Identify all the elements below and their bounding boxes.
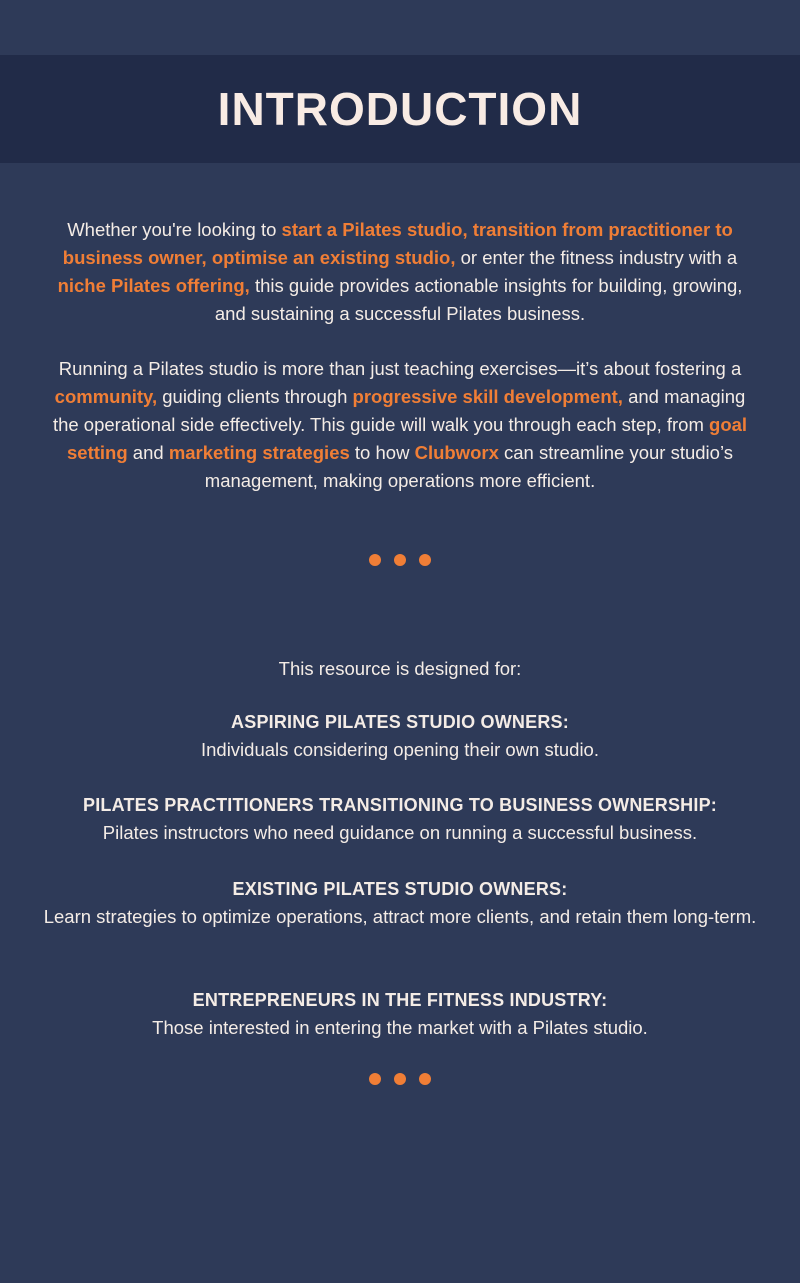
audience-title: EXISTING PILATES STUDIO OWNERS: bbox=[232, 879, 568, 899]
highlighted-text: start a Pilates studio, transition from practitioner to business owner, optimise an existing studio, bbox=[62, 219, 733, 268]
title-band bbox=[0, 55, 800, 163]
body-text: Running a Pilates studio is more than just teaching exercises—it’s about fostering a bbox=[58, 358, 742, 379]
dot-icon bbox=[394, 554, 406, 566]
highlighted-text: community, bbox=[54, 386, 158, 407]
audience-title: ASPIRING PILATES STUDIO OWNERS: bbox=[231, 712, 569, 732]
dots-divider-1 bbox=[0, 554, 800, 566]
audience-intro: This resource is designed for: bbox=[278, 658, 522, 679]
page-title: INTRODUCTION bbox=[217, 83, 583, 135]
dot-icon bbox=[419, 1073, 431, 1085]
audience-description: Pilates instructors who need guidance on running a successful business. bbox=[102, 822, 698, 843]
body-text: to how bbox=[349, 442, 415, 463]
highlighted-text: Clubworx bbox=[414, 442, 499, 463]
audience-title: ENTREPRENEURS IN THE FITNESS INDUSTRY: bbox=[192, 990, 608, 1010]
body-text: Whether you're looking to bbox=[67, 219, 282, 240]
body-text: and bbox=[127, 442, 169, 463]
highlighted-text: goal setting bbox=[67, 414, 748, 463]
dot-icon bbox=[419, 554, 431, 566]
dot-icon bbox=[369, 554, 381, 566]
body-text: this guide provides actionable insights for building, growing, and sustaining a successful Pilates business. bbox=[214, 275, 743, 324]
body-text: can streamline your studio’s management, making operations more efficient. bbox=[204, 442, 733, 491]
dot-icon bbox=[369, 1073, 381, 1085]
dot-icon bbox=[394, 1073, 406, 1085]
intro-paragraph-2 bbox=[40, 355, 760, 495]
highlighted-text: progressive skill development, bbox=[352, 386, 623, 407]
audience-title: PILATES PRACTITIONERS TRANSITIONING TO BUSINESS OWNERSHIP: bbox=[83, 795, 717, 815]
audience-description: Individuals considering opening their own studio. bbox=[200, 739, 599, 760]
intro-paragraph-1 bbox=[40, 216, 760, 328]
dots-divider-2 bbox=[0, 1073, 800, 1085]
audience-item bbox=[40, 791, 760, 847]
body-text: and managing the operational side effectively. This guide will walk you through each step, from bbox=[52, 386, 746, 435]
body-text: or enter the fitness industry with a bbox=[455, 247, 738, 268]
audience-description: Learn strategies to optimize operations, attract more clients, and retain them long-term. bbox=[43, 906, 757, 927]
audience-item bbox=[40, 986, 760, 1042]
audience-item bbox=[40, 708, 760, 764]
audience-description: Those interested in entering the market with a Pilates studio. bbox=[152, 1017, 648, 1038]
highlighted-text: marketing strategies bbox=[168, 442, 350, 463]
audience-item bbox=[40, 875, 760, 931]
body-text: guiding clients through bbox=[157, 386, 353, 407]
highlighted-text: niche Pilates offering, bbox=[57, 275, 250, 296]
